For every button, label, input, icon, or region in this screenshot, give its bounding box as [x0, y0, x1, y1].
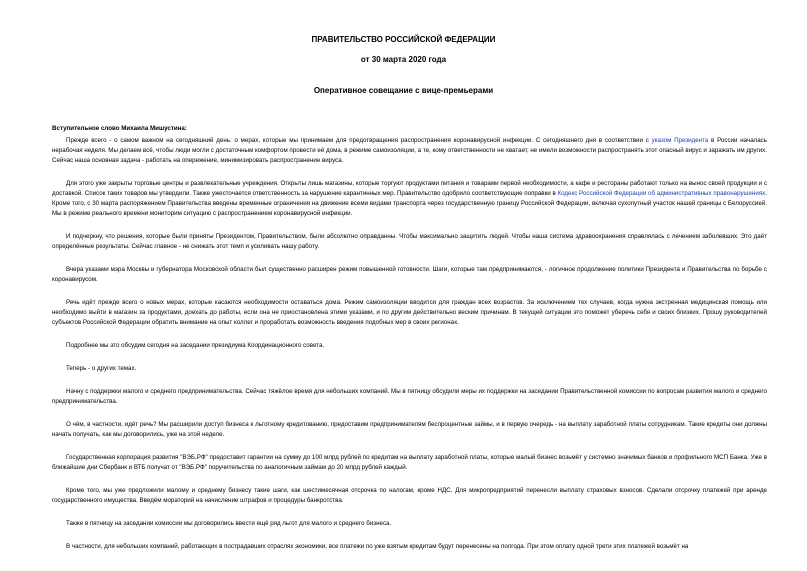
document-body — [52, 124, 767, 555]
intro-label: Вступительное слово Михаила Мишустина: — [52, 125, 187, 132]
paragraph: Также в пятницу на заседании комиссии мы договорились ввести ещё ряд льгот для малого и среднего бизнеса. — [66, 520, 392, 527]
document-org-title: ПРАВИТЕЛЬСТВО РОССИЙСКОЙ ФЕДЕРАЦИИ — [311, 35, 496, 44]
paragraph: Для этого уже закрыты торговые центры и развлекательные учреждения. Открыты лишь магазины, которые торгуют продуктами питания и товарами первой необходимости, а кафе и рестораны работают только на вынос своей продукции и с доставкой. Список таких товаров мы утвердили. Также ужесточается ответственность за нарушение карантинных мер. Правительство одобрило соответствующие поправки в Кодекс Российской Федерации об административных правонарушениях. Кроме того, с 30 марта распоряжением Правительства введены временные ограничения на движение всеми видами транспорта через государственную границу Российской Федерации, включая сухопутный участок нашей границы с Белоруссией. Мы в режиме реального времени мониторим ситуацию с распространением коронавирусной инфекции. — [52, 180, 767, 217]
paragraph: Вчера указами мэра Москвы и губернатора Московской области был существенно расширен режим повышенной готовности. Шаги, которые там предпринимаются, - логичное продолжение политики Президента и Правительства по борьбе с коронавирусом. — [52, 266, 767, 283]
president-decree-link[interactable]: указом Президента — [651, 137, 709, 144]
paragraph: Теперь - о других темах. — [66, 365, 137, 372]
paragraph: Речь идёт прежде всего о новых мерах, которые касаются необходимости оставаться дома. Режим самоизоляции вводится для граждан всех возрастов. За исключением тех случаев, когда нужна экстренная медицинская помощь или необходимо выйти в магазин за продуктами, доехать до работы, если она не приостановлена этими указами, и по другим действительно веским причинам. В текущей ситуации это поможет уберечь себя и своих близких. Прошу руководителей субъектов Российской Федерации обратить внимание на опыт коллег и проработать возможность введения подобных мер в своих регионах. — [52, 299, 767, 326]
admin-code-link[interactable]: Кодекс Российской Федерации об административных правонарушениях — [557, 190, 766, 197]
paragraph: Начну с поддержки малого и среднего предпринимательства. Сейчас тяжёлое время для небольших компаний. Мы в пятницу обсудили меры их поддержки на заседании Правительственной комиссии по вопросам развития малого и среднего предпринимательства. — [52, 388, 767, 405]
paragraph: Кроме того, мы уже предложили малому и среднему бизнесу такие шаги, как шестимесячная отсрочка по налогам, кроме НДС. Для микропредприятий перенесли выплату страховых взносов. Сделали отсрочку платежей при аренде государственного имущества. Введём мораторий на начисление штрафов и процедуры банкротства. — [52, 487, 767, 504]
paragraph: Подробнее мы это обсудим сегодня на заседании президиума Координационного совета. — [66, 342, 325, 349]
paragraph: О чём, в частности, идёт речь? Мы расширили доступ бизнеса к льготному кредитованию, предоставим предпринимателям беспроцентные займы, и в первую очередь - на выплату заработной платы сотрудникам. Такие кредиты они должны начать получать, как мы договорились, уже на этой неделе. — [52, 421, 767, 438]
document-date: от 30 марта 2020 года — [360, 55, 447, 64]
paragraph: В частности, для небольших компаний, работающих в пострадавших отраслях экономики, все платежи по уже взятым кредитам будут перенесены на полгода. При этом оплату одной трети этих платежей возьмёт на — [66, 543, 689, 550]
paragraph: И подчеркну, что решения, которые были приняты Президентом, Правительством, были абсолютно оправданны. Чтобы максимально защитить людей. Чтобы наша система здравоохранения справлялась с лечением заболевших. Это даёт определённые результаты. Сейчас главное - не снижать этот темп и усиливать нашу работу. — [52, 233, 767, 250]
paragraph: Государственная корпорация развития "ВЭБ.РФ" предоставит гарантии на сумму до 100 млрд рублей по кредитам на выплату заработной платы, которые малый бизнес возьмёт у системно значимых банков и профильного МСП Банка. Уже в ближайшие дни Сбербанк и ВТБ получат от "ВЭБ.РФ" поручительства по аналогичным займам до 20 млрд рублей каждый. — [52, 454, 767, 471]
document-subtitle: Оперативное совещание с вице-премьерами — [313, 86, 494, 95]
paragraph: Прежде всего - о самом важном на сегодняшний день: о мерах, которые мы принимаем для предотвращения распространения коронавирусной инфекции. С сегодняшнего дня в соответствии с указом Президента в России началась нерабочая неделя. Мы делаем всё, чтобы люди могли с достаточным комфортом провести её дома, в режиме самоизоляции, а те, кому ответственности не хватает, не имели возможности распространять этот опасный вирус и заражать им других. Сейчас наша основная задача - работать на опережение, минимизировать распространение вируса. — [52, 137, 767, 164]
